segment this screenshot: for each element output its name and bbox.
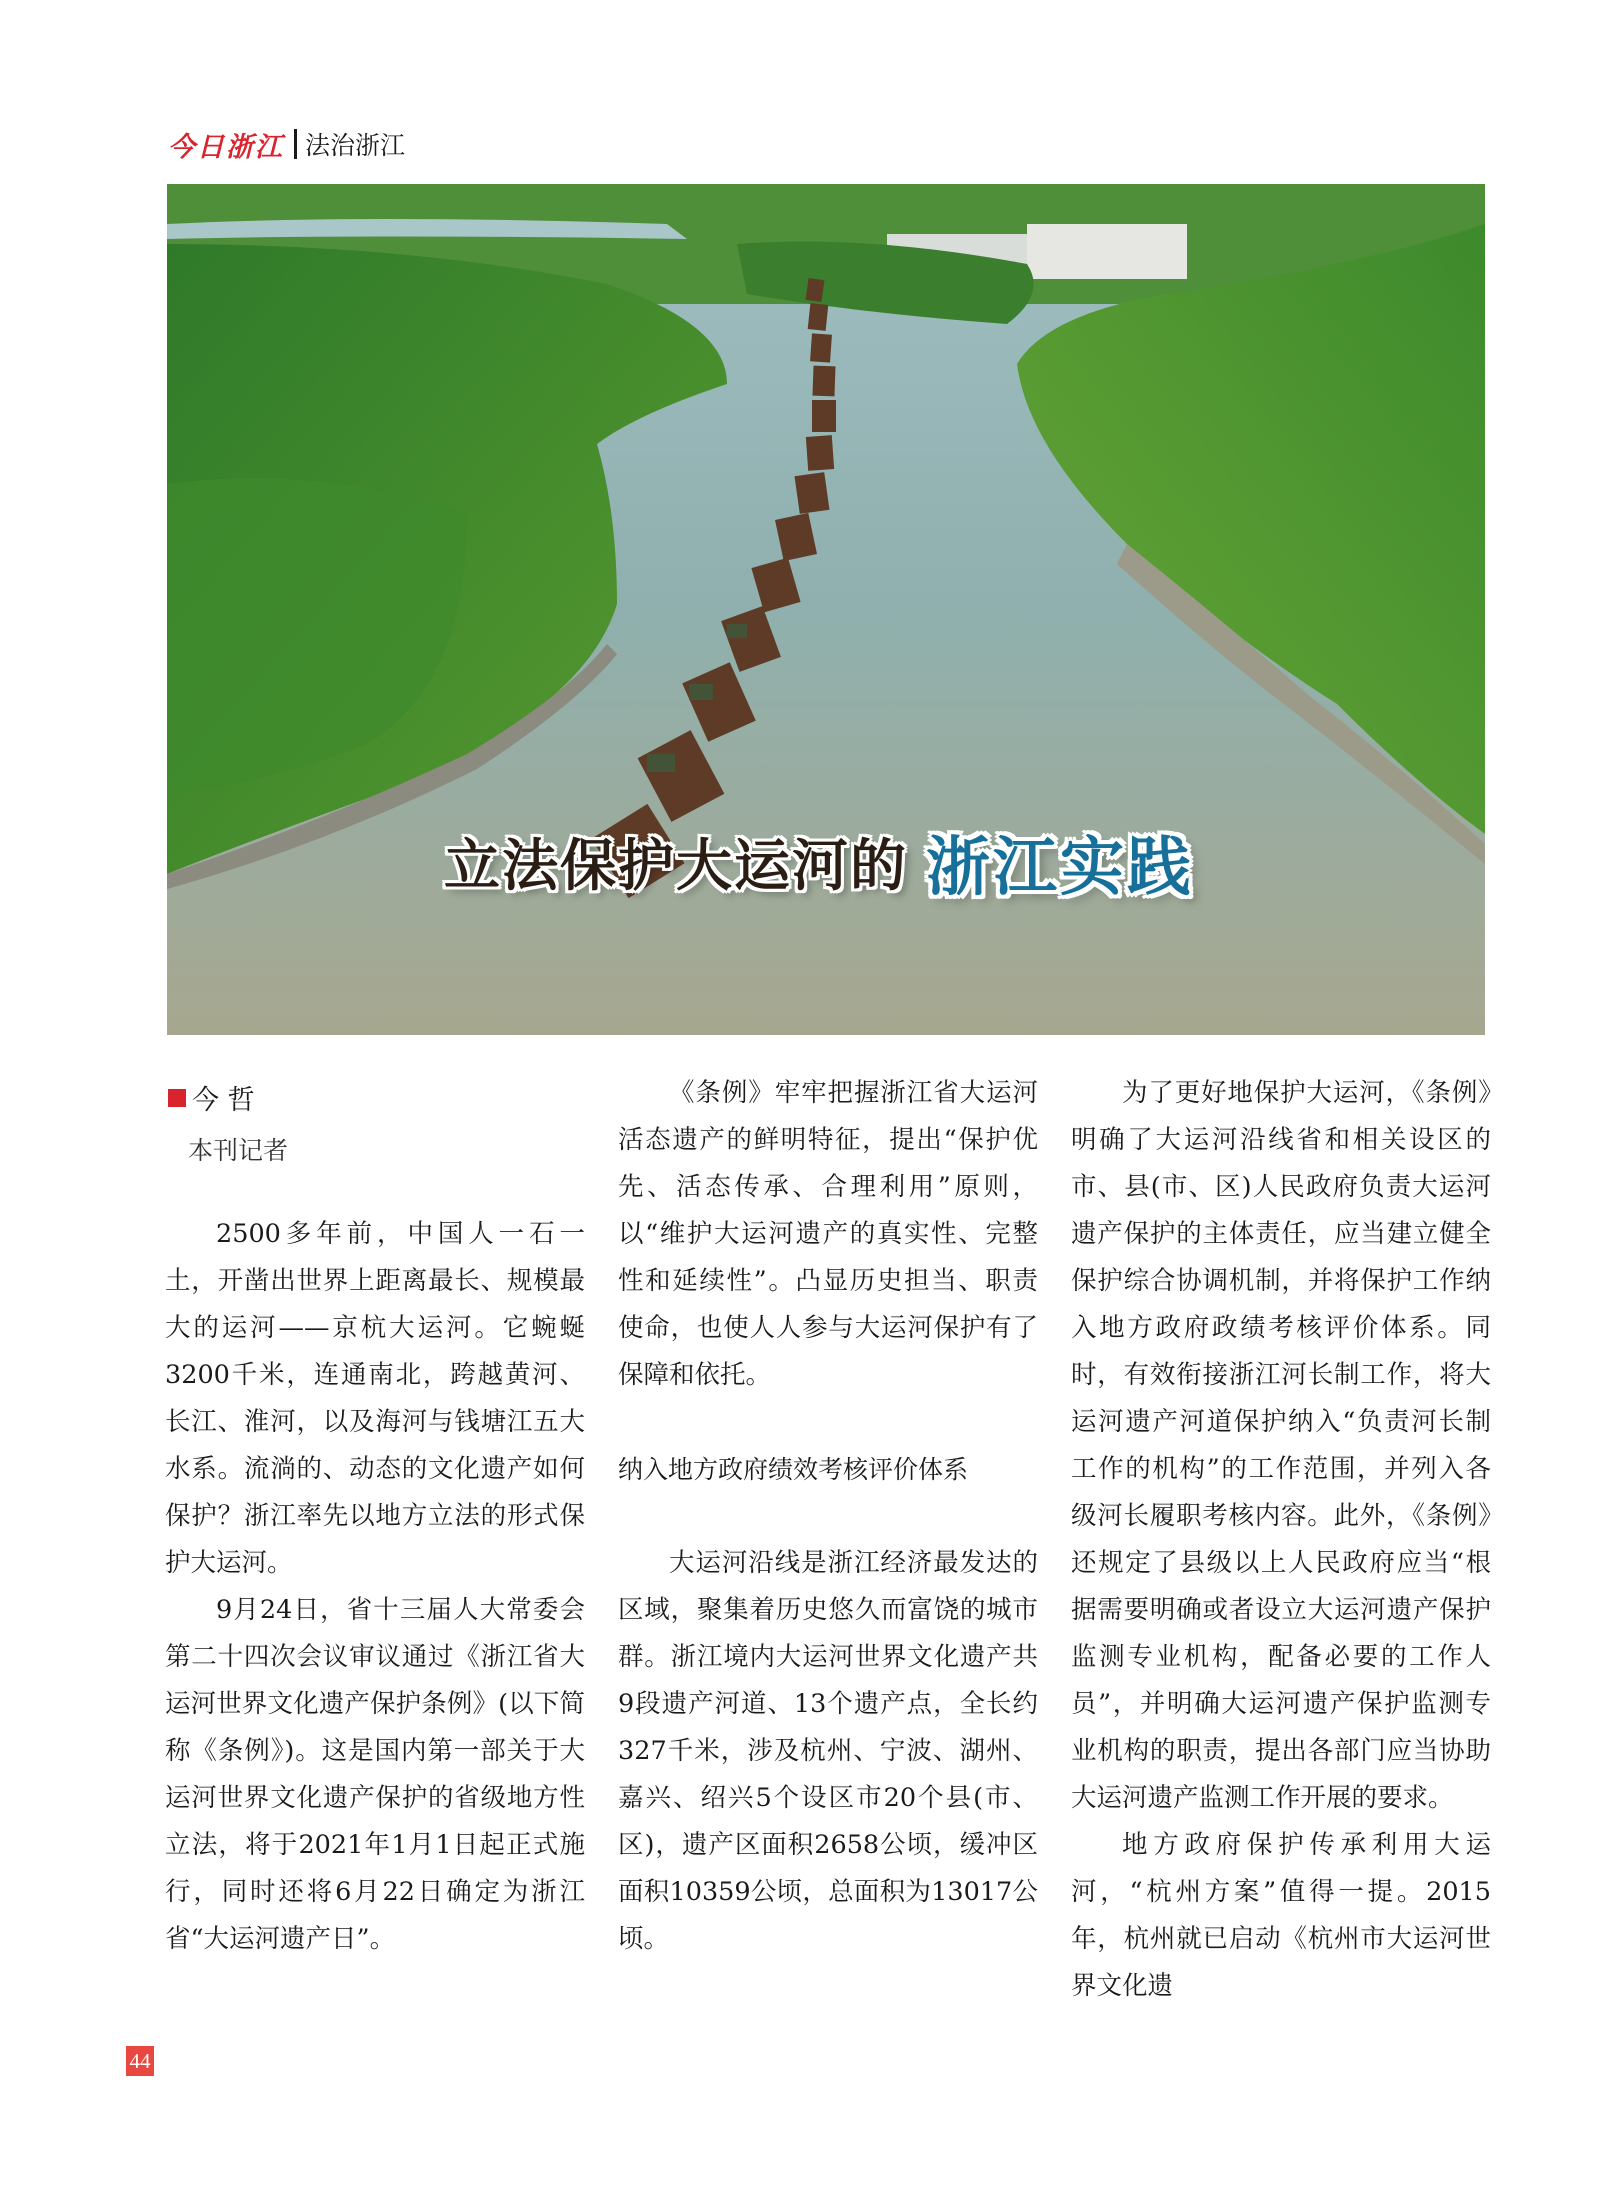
headline-part1: 立法保护大运河的 <box>444 833 908 899</box>
author-role: 本刊记者 <box>188 1136 289 1165</box>
author-name: 今 哲 <box>192 1085 255 1116</box>
author <box>168 1078 288 1117</box>
paragraph: 2500多年前，中国人一石一土，开凿出世界上距离最长、规模最大的运河——京杭大运河。它蜿蜒3200千米，连通南北，跨越黄河、长江、淮河，以及海河与钱塘江五大水系。流淌的、动态的文化遗产如何保护？浙江率先以地方立法的形式保护大运河。 <box>165 1219 585 1578</box>
header-divider <box>294 129 297 159</box>
column-1 <box>165 1211 585 1963</box>
paragraph: 为了更好地保护大运河，《条例》明确了大运河沿线省和相关设区的市、县(市、区)人民政府负责大运河遗产保护的主体责任，应当建立健全保护综合协调机制，并将保护工作纳入地方政府政绩考核评价体系。同时，有效衔接浙江河长制工作，将大运河遗产河道保护纳入“负责河长制工作的机构”的工作范围，并列入各级河长履职考核内容。此外，《条例》还规定了县级以上人民政府应当“根据需要明确或者设立大运河遗产保护监测专业机构，配备必要的工作人员”，并明确大运河遗产保护监测专业机构的职责，提出各部门应当协助大运河遗产监测工作开展的要求。 <box>1071 1078 1491 1813</box>
red-square-icon <box>168 1089 186 1107</box>
paragraph: 地方政府保护传承利用大运河，“杭州方案”值得一提。2015年，杭州就已启动《杭州市大运河世界文化遗 <box>1071 1830 1491 2001</box>
column-3 <box>1071 1070 1491 2010</box>
magazine-logo: 今日浙江 <box>168 131 284 163</box>
byline <box>168 1078 288 1167</box>
paragraph: 《条例》牢牢把握浙江省大运河活态遗产的鲜明特征，提出“保护优先、活态传承、合理利用”原则，以“维护大运河遗产的真实性、完整性和延续性”。凸显历史担当、职责使命，也使人人参与大运河保护有了保障和依托。 <box>618 1078 1038 1390</box>
article-headline <box>444 812 1194 912</box>
section-name: 法治浙江 <box>305 131 406 160</box>
headline-part2: 浙江实践 <box>926 830 1194 905</box>
paragraph: 9月24日，省十三届人大常委会第二十四次会议审议通过《浙江省大运河世界文化遗产保护条例》(以下简称《条例》)。这是国内第一部关于大运河世界文化遗产保护的省级地方性立法，将于2021年1月1日起正式施行，同时还将6月22日确定为浙江省“大运河遗产日”。 <box>165 1595 585 1954</box>
subheading: 纳入地方政府绩效考核评价体系 <box>618 1455 969 1484</box>
paragraph: 大运河沿线是浙江经济最发达的区域，聚集着历史悠久而富饶的城市群。浙江境内大运河世界文化遗产共9段遗产河道、13个遗产点，全长约327千米，涉及杭州、宁波、湖州、嘉兴、绍兴5个设区市20个县(市、区)，遗产区面积2658公顷，缓冲区面积10359公顷，总面积为13017公顷。 <box>618 1548 1038 1954</box>
page-number: 44 <box>126 2046 154 2076</box>
column-2 <box>618 1070 1038 1963</box>
page-header <box>168 124 405 164</box>
